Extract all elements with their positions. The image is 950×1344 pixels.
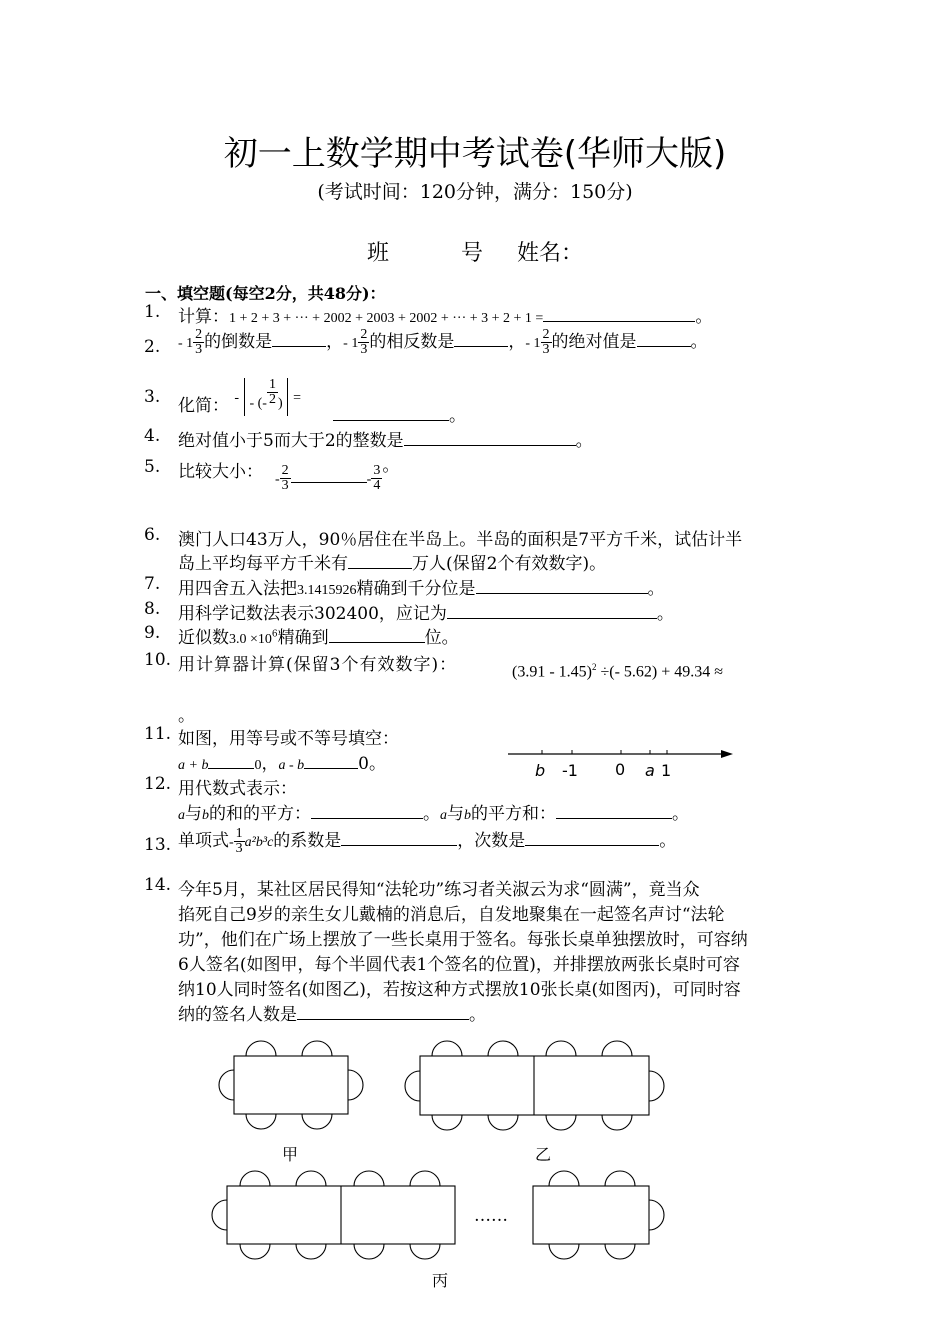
q5-comparison: - $\frac{2}{3}$ - $\frac{3}{4}$ 。 [275, 456, 400, 493]
q11-text: 如图，用等号或不等号填空： [178, 729, 399, 749]
q3-text: 化简： - $_{- (-}$ $\frac{1}{2}$ $_)$ = [178, 377, 301, 416]
axis-label-minus-one: -1 [562, 761, 578, 780]
table-figure-a [214, 1038, 372, 1140]
q6-line1: 澳门人口43万人，90％居住在半岛上。半岛的面积是7平方千米，试估计半 [178, 530, 743, 550]
q5-text: 比较大小： [178, 462, 263, 482]
q10-expression: (3.91 - 1.45)$^2$ ÷(- 5.62) + 49.34 ≈ [512, 662, 724, 681]
q6-line2: 岛上平均每平方千米有 万人(保留2个有效数字)。 [178, 554, 607, 574]
class-label: 班 [366, 241, 389, 266]
exam-info: (考试时间：120分钟，满分：150分) [317, 181, 633, 203]
student-info-line [0, 236, 950, 267]
name-label: 姓名： [517, 241, 584, 266]
q4-blank [404, 429, 576, 446]
q12-items: a与b的和的平方： 。a与b的平方和： 。 [178, 804, 689, 824]
q9-text: 近似数$3.0 \times 10^6$精确到 位。 [178, 628, 459, 648]
q8-blank [447, 602, 657, 619]
q3-number: 3. [144, 387, 161, 407]
q13-blank-1 [341, 829, 457, 846]
axis-label-one: 1 [661, 761, 672, 780]
q14-line-1: 今年5月，某社区居民得知“法轮功”练习者关淑云为求“圆满”，竟当众 [178, 880, 700, 900]
q12-blank-1 [311, 802, 423, 819]
q6-blank [348, 552, 412, 569]
axis-label-zero: 0 [615, 760, 626, 779]
q2-number: 2. [144, 337, 161, 357]
q4-text: 绝对值小于5而大于2的整数是 。 [178, 431, 593, 451]
q12-text: 用代数式表示： [178, 779, 297, 799]
number-label: 号 [460, 241, 483, 266]
q1-text: 计算：1 + 2 + 3 + ··· + 2002 + 2003 + 2002 + ··· + 3 + 2 + 1 = 。 [178, 307, 713, 327]
q1-blank [543, 305, 695, 322]
q3-answer: 。 [333, 401, 466, 426]
q6-number: 6. [144, 525, 161, 545]
q5-blank [291, 466, 367, 483]
q14-line-2: 掐死自己9岁的亲生女儿戴楠的消息后，自发地聚集在一起签名声讨“法轮 [178, 905, 725, 925]
q9-blank [329, 626, 425, 643]
q8-text: 用科学记数法表示302400，应记为 。 [178, 604, 674, 624]
q5-number: 5. [144, 457, 161, 477]
q2-blank-3 [637, 330, 691, 347]
q10-number: 10. [144, 650, 172, 670]
table-figure-c [206, 1168, 464, 1274]
q14-line-6: 纳的签名人数是 。 [178, 1005, 486, 1025]
figure-label-a: 甲 [282, 1145, 299, 1164]
q11-blank-2 [304, 752, 358, 769]
q4-number: 4. [144, 426, 161, 446]
figure-label-b: 乙 [535, 1145, 552, 1164]
q11-number: 11. [144, 724, 172, 744]
section-heading: 一、填空题(每空2分，共48分)： [145, 284, 386, 303]
q13-text: 单项式- $\frac{1}{3}$ a²b³c的系数是 ，次数是 。 [178, 826, 677, 856]
q2-blank-1 [272, 330, 326, 347]
table-figure-c-end [515, 1168, 675, 1274]
q2-blank-2 [454, 330, 508, 347]
q11-blank-1 [208, 752, 254, 769]
q3-blank [333, 404, 449, 421]
table-figure-b [402, 1038, 670, 1140]
axis-label-b: b [535, 761, 546, 780]
ellipsis: …… [474, 1206, 508, 1226]
q10-end: 。 [178, 706, 195, 726]
figure-label-c: 丙 [432, 1271, 449, 1290]
q7-text: 用四舍五入法把3.1415926精确到千分位是 。 [178, 579, 665, 599]
q2-fraction: $\frac{2}{3}$ [195, 327, 203, 357]
page-title: 初一上数学期中考试卷(华师大版) [223, 134, 727, 174]
q1-number: 1. [144, 302, 161, 322]
axis-label-a: a [645, 761, 655, 780]
q12-number: 12. [144, 774, 172, 794]
q2-text: - 1 $\frac{2}{3}$ 的倒数是 ，- 1 $\frac{2}{3}$ 的相反数是 ，- 1 $\frac{2}{3}$ 的绝对值是 。 [178, 327, 708, 357]
q7-blank [476, 577, 648, 594]
q13-number: 13. [144, 835, 172, 855]
q11-blanks: a + b 0，a - b 0。 [178, 754, 386, 774]
q14-number: 14. [144, 875, 172, 895]
q14-line-4: 6人签名(如图甲，每个半圆代表1个签名的位置)，并排摆放两张长桌时可容 [178, 955, 740, 975]
q13-blank-2 [525, 829, 659, 846]
q14-line-3: 功”，他们在广场上摆放了一些长桌用于签名。每张长桌单独摆放时，可容纳 [178, 930, 748, 950]
q8-number: 8. [144, 599, 161, 619]
q12-blank-2 [556, 802, 672, 819]
q3-abs-bars: $_{- (-}$ $\frac{1}{2}$ $_)$ [244, 378, 287, 416]
q10-text: 用计算器计算(保留3个有效数字)： [178, 655, 458, 675]
q9-number: 9. [144, 623, 161, 643]
q14-line-5: 纳10人同时签名(如图乙)，若按这种方式摆放10张长桌(如图丙)，可同时容 [178, 980, 741, 1000]
q14-blank [297, 1003, 469, 1020]
q1-expression: 1 + 2 + 3 + ··· + 2002 + 2003 + 2002 + ··· + 3 + 2 + 1 = [229, 311, 544, 326]
q7-number: 7. [144, 574, 161, 594]
